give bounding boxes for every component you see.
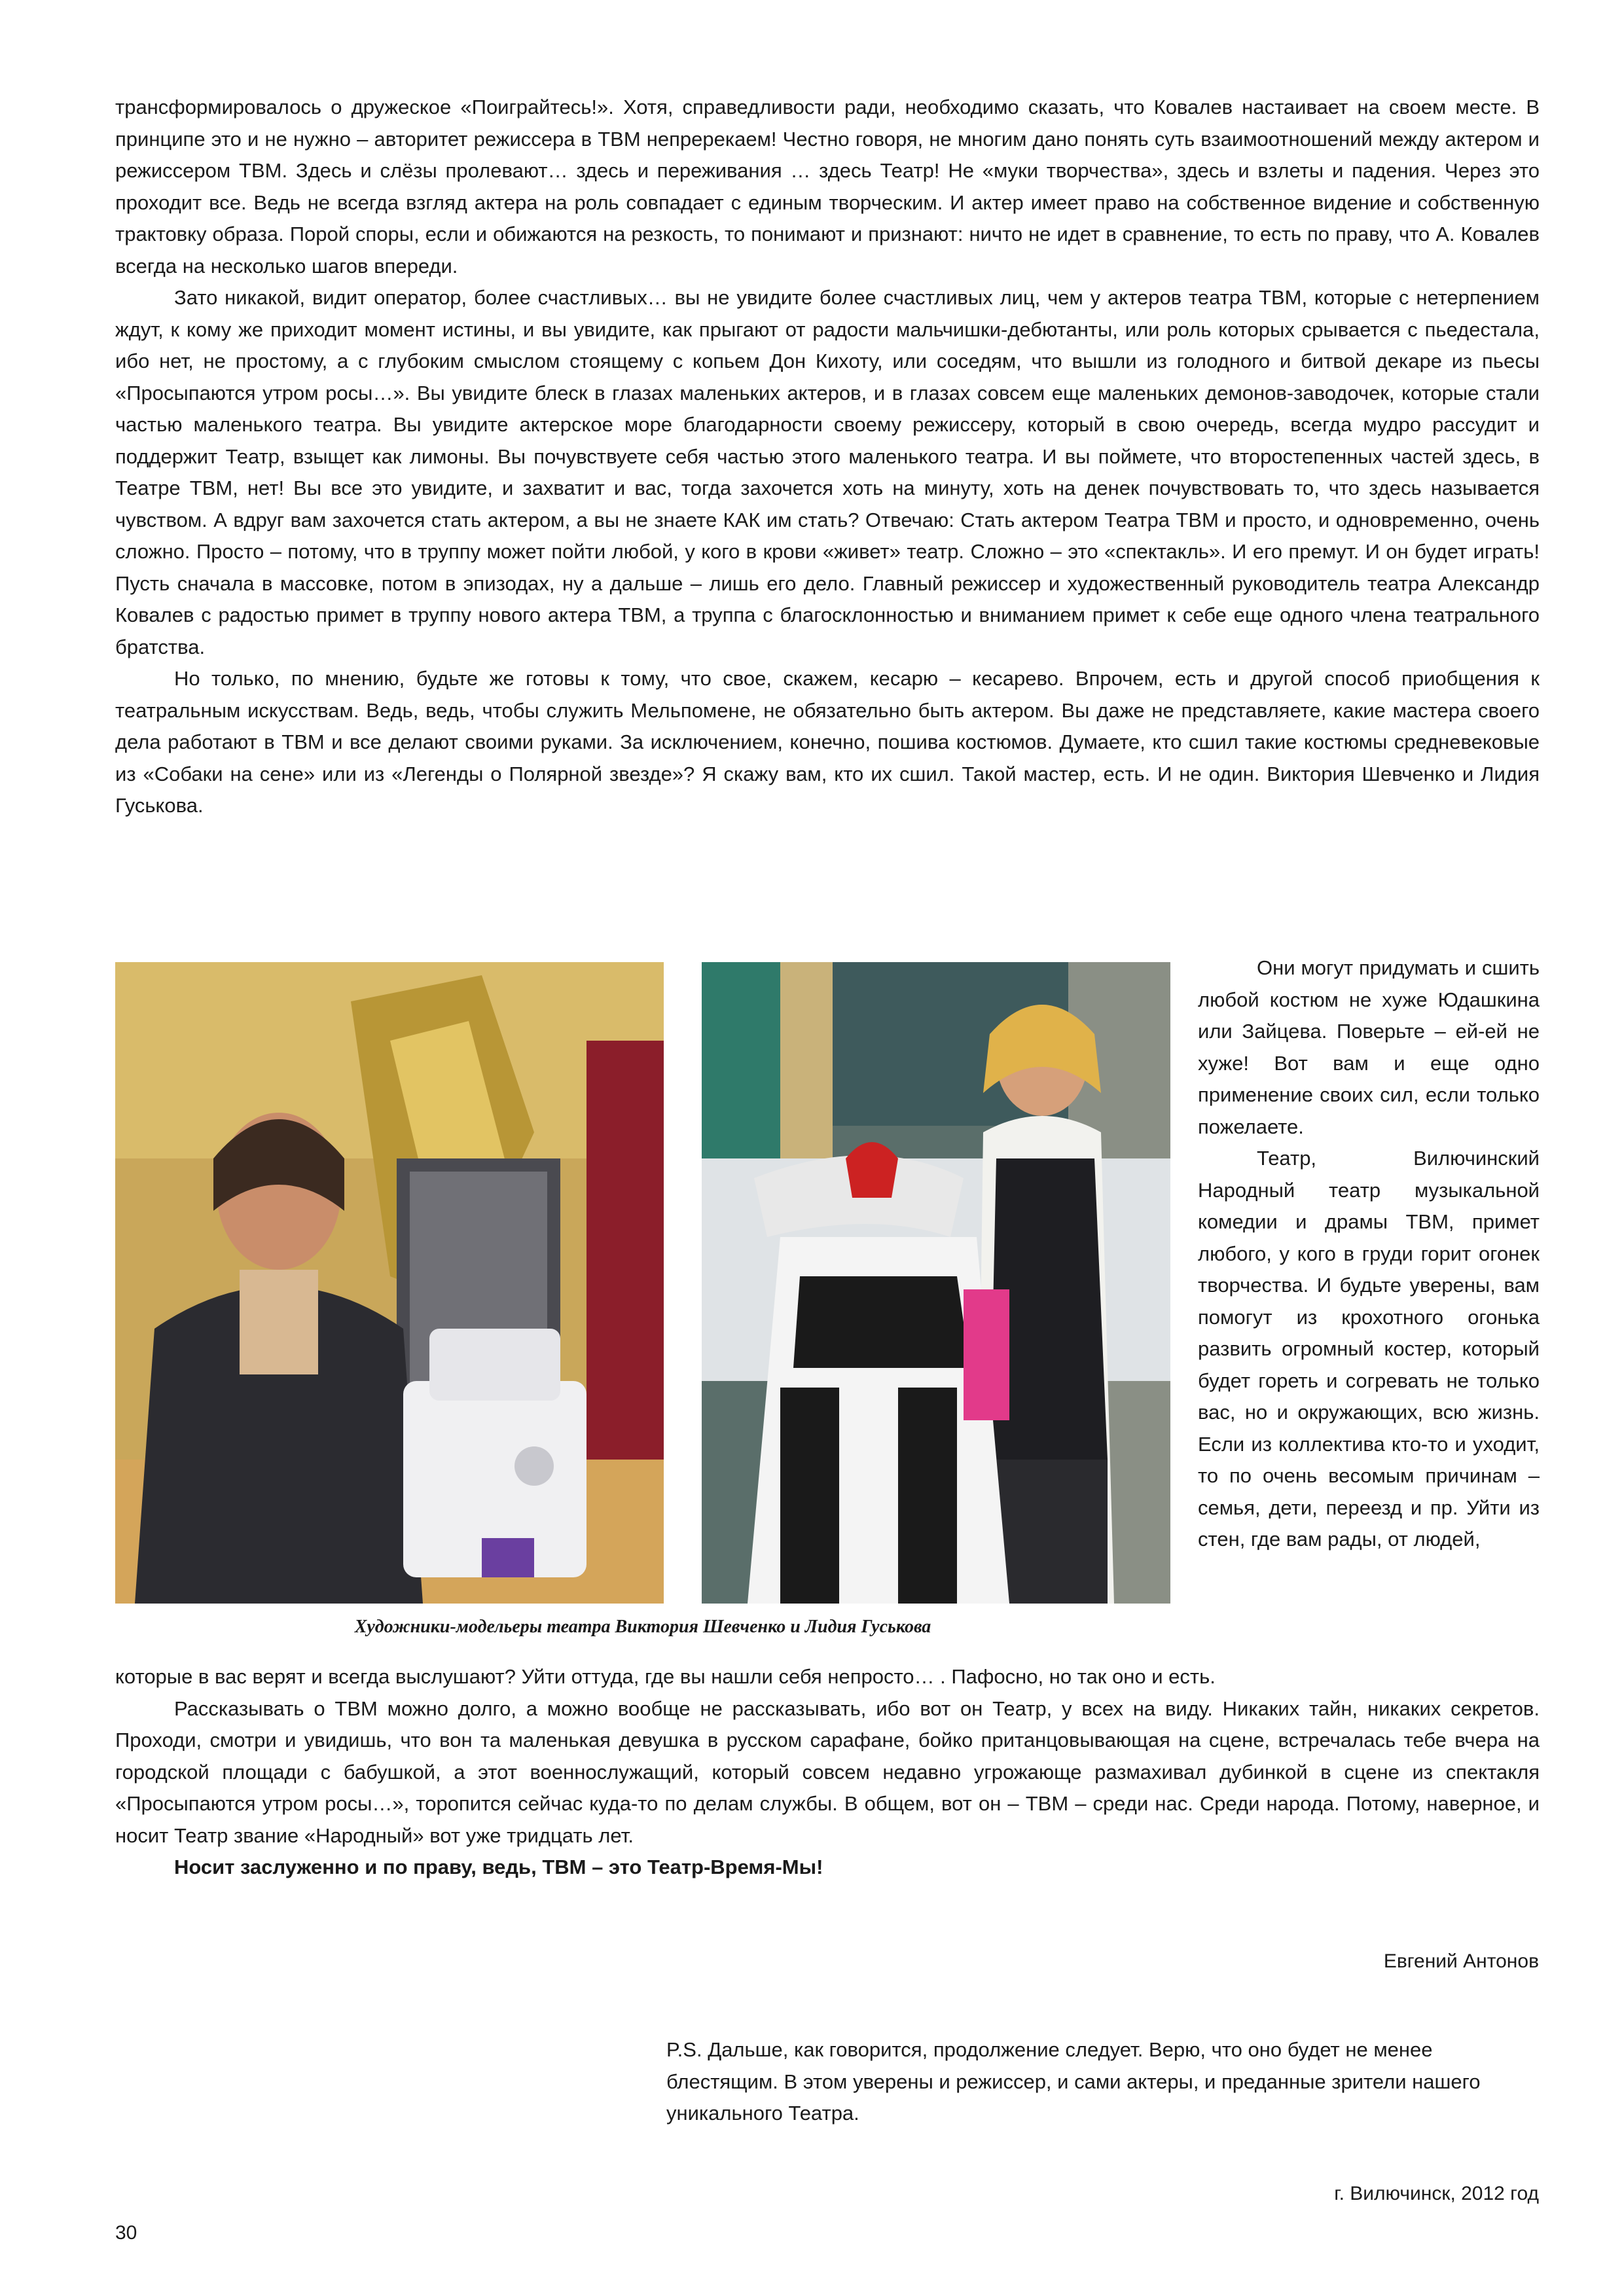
paragraph-3: Но только, по мнению, будьте же готовы к тому, что свое, скажем, кесарю – кесарево. Впрочем, есть и другой способ приобщения к театральным искусствам. Ведь, ведь, чтобы служить Мельпомене, не обязательно быть актером. Вы даже не представляете, какие мастера своего дела работают в ТВМ и все делают своими руками. За исключением, конечно, пошива костюмов. Думаете, кто сшил такие костюмы средневековые из «Собаки на сене» или из «Легенды о Полярной звезде»? Я скажу вам, кто их сшил. Такой мастер, есть. И не один. Виктория Шевченко и Лидия Гуськова. (115, 667, 1540, 817)
postscript: P.S. Дальше, как говорится, продолжение следует. Верю, что оно будет не менее блестящим. В этом уверены и режиссер, и сами актеры, и преданные зрители нашего уникального Театра. (666, 2038, 1481, 2125)
paragraph-5: Рассказывать о ТВМ можно долго, а можно вообще не рассказывать, ибо вот он Театр, у всех на виду. Никаких тайн, никаких секретов. Проходи, смотри и увидишь, что вон та маленькая девушка в русском сарафане, бойко пританцовывающая на сцене, встречалась тебе вчера на городской площади с бабушкой, а этот военнослужащий, который совсем недавно угрожающе размахивал дубинкой в сцене из спектакля «Просыпаются утром росы…», торопится сейчас куда-то по делам службы. В общем, вот он – ТВМ – среди нас. Среди народа. Потому, наверное, и носит Театр звание «Народный» вот уже тридцать лет. (115, 1696, 1540, 1847)
place-date: г. Вилючинск, 2012 год (1334, 2183, 1539, 2204)
article-top-text (115, 92, 1540, 822)
paragraph-4: которые в вас верят и всегда выслушают? Уйти оттуда, где вы нашли себя непросто… . Пафосно, но так оно и есть. (115, 1665, 1216, 1688)
article-bottom-text (115, 1661, 1540, 1884)
photo-block (115, 962, 1170, 1604)
photo-caption: Художники-модельеры театра Виктория Шевченко и Лидия Гуськова (354, 1617, 931, 1637)
page-number: 30 (115, 2222, 137, 2244)
side-paragraph-2: Театр, Вилючинский Народный театр музыкальной комедии и драмы ТВМ, примет любого, у кого в груди горит огонек творчества. И будьте уверены, вам помогут из крохотного огонька развить огромный костер, который будет гореть и согревать не только вас, но и окружающих, всю жизнь. Если из коллектива кто-то и уходит, то по очень весомым причинам – семья, дети, переезд и пр. Уйти из стен, где вам рады, от людей, (1198, 1147, 1540, 1551)
author-signature: Евгений Антонов (1383, 1950, 1539, 1972)
paragraph-2: Зато никакой, видит оператор, более счастливых… вы не увидите более счастливых лиц, чем у актеров театра ТВМ, которые с нетерпением ждут, к кому же приходит момент истины, и вы увидите, как прыгают от радости мальчишки-дебютанты, или роль которых срывается с пьедестала, ибо нет, не простому, а с глубоким смыслом стоящему с копьем Дон Кихоту, или соседям, что вышли из голодного и битвой декаре из пьесы «Просыпаются утром росы…». Вы увидите блеск в глазах маленьких актеров, и в глазах совсем еще маленьких демонов-заводочек, которые стали частью маленького театра. Вы увидите актерское море благодарности своему режиссеру, который в свою очередь, всегда мудро рассудит и поддержит Театр, взыщет как лимоны. Вы почувствуете себя частью этого маленького театра. И вы поймете, что второстепенных частей здесь, в Театре ТВМ, нет! Вы все это увидите, и захватит и вас, тогда захочется хоть на минуту, хоть на денек почувствовать то, что здесь называется чувством. А вдруг вам захочется стать актером, а вы не знаете КАК им стать? Отвечаю: Стать актером Театра ТВМ и просто, и одновременно, очень сложно. Просто – потому, что в труппу может пойти любой, у кого в крови «живет» театр. Сложно – это «спектакль». И его премут. И он будет играть! Пусть сначала в массовке, потом в эпизодах, ну а дальше – лишь его дело. Главный режиссер и художественный руководитель театра Александр Ковалев с радостью примет в труппу нового актера ТВМ, а труппа с благосклонностью и вниманием примет к себе еще одного члена театрального братства. (115, 286, 1540, 658)
closing-line: Носит заслуженно и по праву, ведь, ТВМ – это Театр-Время-Мы! (174, 1856, 823, 1878)
photo-costume-fitting (702, 962, 1170, 1604)
side-paragraph-1: Они могут придумать и сшить любой костюм не хуже Юдашкина или Зайцева. Поверьте – ей-ей не хуже! Вот вам и еще одно применение своих сил, если только пожелаете. (1198, 956, 1540, 1138)
photo-seamstress-sewing (115, 962, 664, 1604)
postscript-block (666, 2034, 1517, 2130)
side-column-text (1198, 952, 1540, 1556)
paragraph-1: трансформировалось о дружеское «Поиграйтесь!». Хотя, справедливости ради, необходимо сказать, что Ковалев настаивает на своем месте. В принципе это и не нужно – авторитет режиссера в ТВМ непререкаем! Честно говоря, не многим дано понять суть взаимоотношений между актером и режиссером ТВМ. Здесь и слёзы пролевают… здесь и переживания … здесь Театр! Не «муки творчества», здесь и взлеты и падения. Через это проходит все. Ведь не всегда взгляд актера на роль совпадает с единым творческим. И актер имеет право на собственное видение и собственную трактовку образа. Порой споры, если и обижаются на резкость, то понимают и признают: ничто не идет в сравнение, то есть по праву, что А. Ковалев всегда на несколько шагов впереди. (115, 96, 1540, 278)
